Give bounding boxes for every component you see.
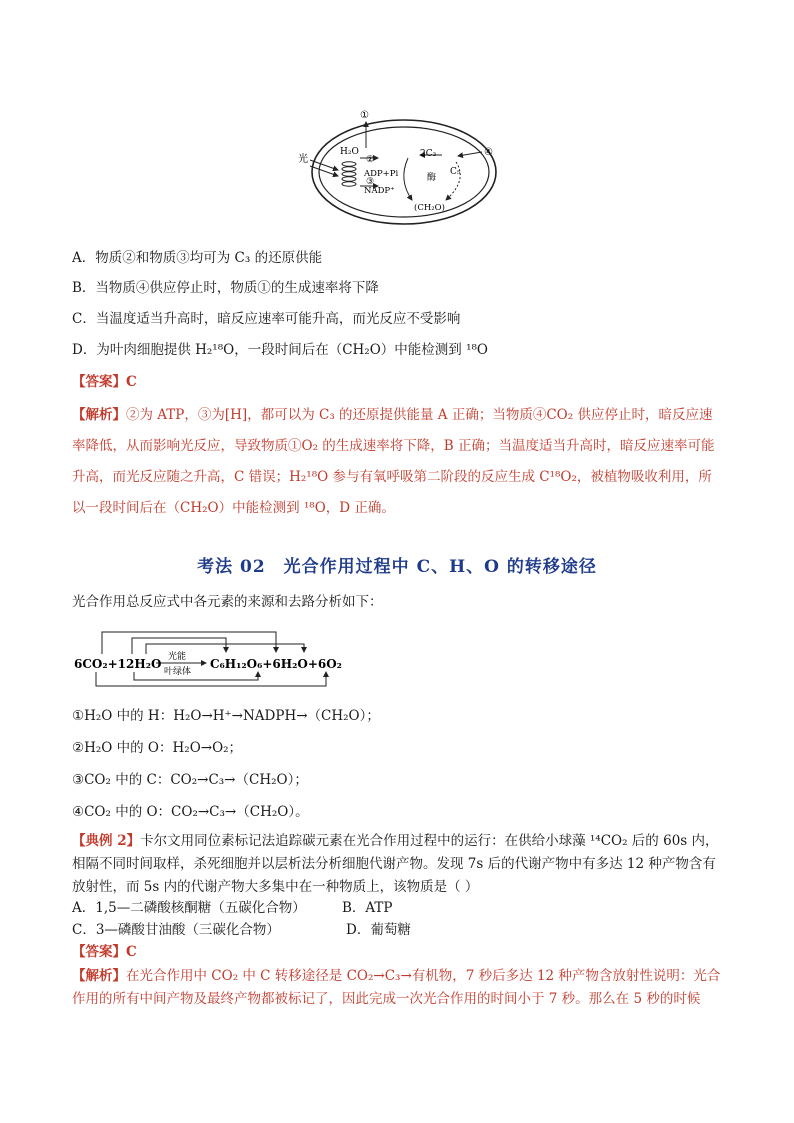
equation-left: 6CO₂+12H₂O (74, 657, 162, 671)
q2-analysis (72, 965, 724, 1011)
path-o-co2: ④CO₂ 中的 O：CO₂→C₃→（CH₂O）。 (72, 804, 309, 820)
q1-answer: 【答案】C (72, 374, 137, 390)
chloroplast-diagram (296, 100, 506, 228)
q1-option-a: A．物质②和物质③均可为 C₃ 的还原供能 (72, 250, 323, 266)
q2-stem (72, 830, 724, 899)
equation-right: C₆H₁₂O₆+6H₂O+6O₂ (210, 657, 342, 671)
q2-option-a: A．1,5—二磷酸核酮糖（五碳化合物） (72, 900, 306, 916)
q2-option-d: D．葡萄糖 (346, 922, 411, 938)
q1-option-c: C．当温度适当升高时，暗反应速率可能升高，而光反应不受影响 (72, 311, 461, 327)
grana-stack (342, 162, 356, 186)
q2-label: 【典例 2】 (72, 833, 141, 849)
q2-analysis-label: 【解析】 (72, 968, 126, 984)
light-label: 光 (298, 154, 308, 165)
label-3: ③ (366, 177, 375, 187)
q2-option-c: C．3—磷酸甘油酸（三碳化合物） (72, 922, 280, 938)
q1-analysis (72, 400, 724, 524)
section-title: 考法 02 光合作用过程中 C、H、O 的转移途径 (197, 557, 597, 577)
q2-stem-text: 卡尔文用同位素标记法追踪碳元素在光合作用过程中的运行：在供给小球藻 ¹⁴CO₂ 后的 60s 内，相隔不同时间取样，杀死细胞并以层析法分析细胞代谢产物。发现 7s 后的代谢产物中有多达 12 种产物含有放射性，而 5s 内的代谢产物大多集中在一种物质上，该物质是（ ） (72, 833, 719, 895)
q1-option-d: D．为叶肉细胞提供 H₂¹⁸O，一段时间后在（CH₂O）中能检测到 ¹⁸O (72, 342, 488, 358)
equation-cond-bottom: 叶绿体 (164, 667, 192, 677)
q2-answer: 【答案】C (72, 944, 137, 960)
ch2o-label: (CH₂O) (414, 203, 445, 213)
enzyme-label: 酶 (427, 173, 437, 183)
h2o-label: H₂O (340, 147, 359, 157)
equation-cond-top: 光能 (168, 652, 187, 662)
path-c: ③CO₂ 中的 C：CO₂→C₃→（CH₂O）； (72, 772, 308, 788)
c3-label: 2C₃ (420, 149, 437, 159)
c5-label: C₅ (450, 167, 461, 177)
q1-analysis-label: 【解析】 (72, 407, 126, 423)
q2-option-b: B．ATP (342, 900, 393, 916)
path-h: ①H₂O 中的 H：H₂O→H⁺→NADPH→（CH₂O）； (72, 708, 380, 724)
q1-analysis-text: ②为 ATP，③为[H]，都可以为 C₃ 的还原提供能量 A 正确；当物质④CO₂ 供应停止时，暗反应速率降低，从而影响光反应，导致物质①O₂ 的生成速率将下降，B 正确；当温度适当升高时，暗反应速率可能升高，而光反应随之升高，C 错误；H₂¹⁸O 参与有氧呼吸第二阶段的反应生成 C¹⁸O₂，被植物吸收利用，所以一段时间后在（CH₂O）中能检测到 ¹⁸O，D 正确。 (72, 407, 715, 516)
q1-option-b: B．当物质④供应停止时，物质①的生成速率将下降 (72, 280, 379, 296)
label-4: ④ (484, 147, 493, 158)
nadp-label: NADP⁺ (364, 186, 395, 196)
adp-label: ADP+Pi (364, 169, 399, 179)
equation-diagram (72, 626, 342, 692)
section-intro: 光合作用总反应式中各元素的来源和去路分析如下： (72, 594, 383, 610)
q2-analysis-text: 在光合作用中 CO₂ 中 C 转移途径是 CO₂→C₃→有机物，7 秒后多达 12 种产物含放射性说明：光合作用的所有中间产物及最终产物都被标记了，因此完成一次光合作用的时间小于 7 秒。那么在 5 秒的时候 (72, 968, 721, 1007)
label-1: ① (360, 110, 369, 121)
path-o-water: ②H₂O 中的 O：H₂O→O₂； (72, 740, 243, 756)
label-2: ② (366, 155, 375, 165)
